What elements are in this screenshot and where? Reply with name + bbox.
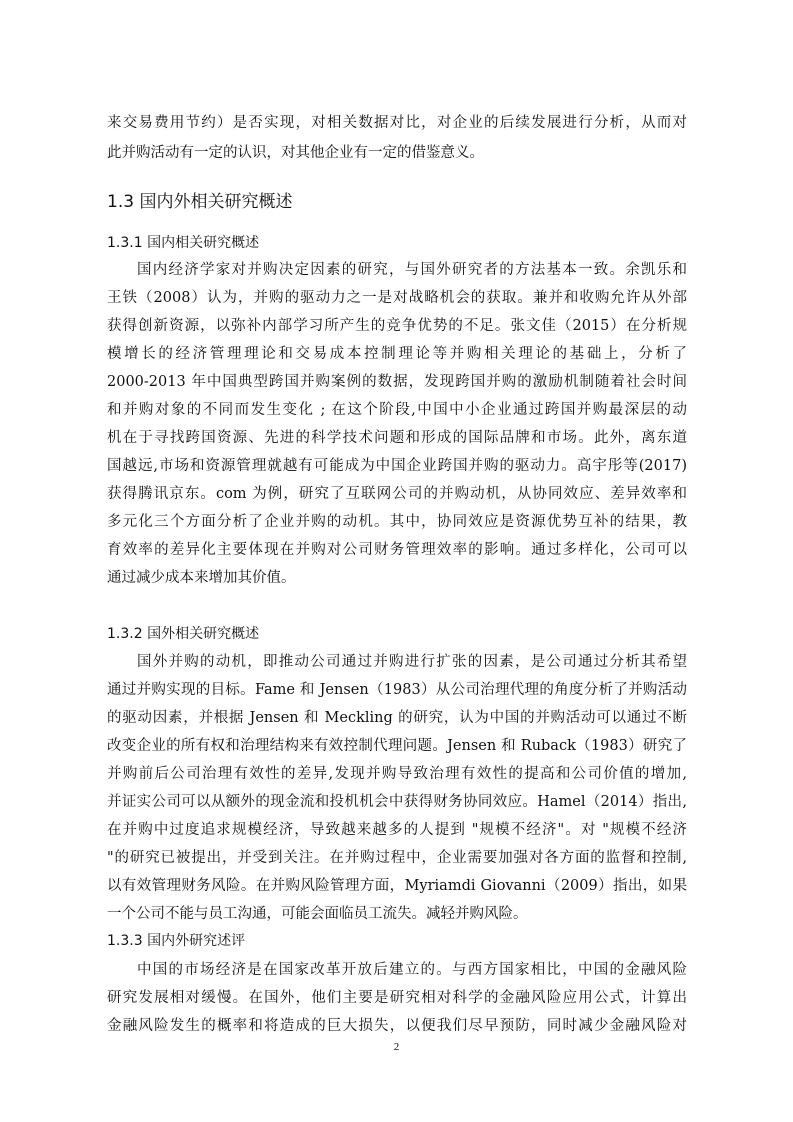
paragraph-line: 和并购对象的不同而发生变化 ; 在这个阶段,中国中小企业通过跨国并购最深层的动 bbox=[107, 402, 687, 418]
intro-line-2: 此并购活动有一定的认识，对其他企业有一定的借鉴意义。 bbox=[107, 145, 484, 161]
paragraph-line: 模增长的经济管理理论和交易成本控制理论等并购相关理论的基础上，分析了 bbox=[107, 346, 687, 362]
paragraph-line: 国内经济学家对并购决定因素的研究，与国外研究者的方法基本一致。余凯乐和 bbox=[137, 262, 687, 278]
paragraph-line: 获得创新资源，以弥补内部学习所产生的竞争优势的不足。张文佳（2015）在分析规 bbox=[107, 318, 687, 334]
paragraph-line: 的驱动因素，并根据 Jensen 和 Meckling 的研究，认为中国的并购活动可以通过不断 bbox=[107, 710, 687, 726]
paragraph-line: 获得腾讯京东。com 为例，研究了互联网公司的并购动机，从协同效应、差异效率和 bbox=[107, 486, 687, 502]
section-title: 1.3 国内外相关研究概述 bbox=[107, 192, 293, 212]
paragraph-line: 机在于寻找跨国资源、先进的科学技术问题和形成的国际品牌和市场。此外，离东道 bbox=[107, 430, 687, 446]
paragraph-line: 并购前后公司治理有效性的差异,发现并购导致治理有效性的提高和公司价值的增加, bbox=[107, 766, 687, 782]
subsection-title-1-3-3: 1.3.3 国内外研究述评 bbox=[107, 933, 246, 949]
paragraph-line: 通过并购实现的目标。Fame 和 Jensen（1983）从公司治理代理的角度分析了并购活动 bbox=[107, 682, 687, 698]
paragraph-line: 国外并购的动机，即推动公司通过并购进行扩张的因素，是公司通过分析其希望 bbox=[137, 654, 687, 670]
paragraph-line: 改变企业的所有权和治理结构来有效控制代理问题。Jensen 和 Ruback（1983）研究了 bbox=[107, 738, 687, 754]
paragraph-line: 并证实公司可以从额外的现金流和投机机会中获得财务协同效应。Hamel（2014）指出, bbox=[107, 794, 687, 810]
intro-line-1: 来交易费用节约）是否实现，对相关数据对比，对企业的后续发展进行分析，从而对 bbox=[107, 115, 687, 131]
paragraph-line: 研究发展相对缓慢。在国外，他们主要是研究相对科学的金融风险应用公式，计算出 bbox=[107, 990, 687, 1006]
paragraph-line: 2000-2013 年中国典型跨国并购案例的数据，发现跨国并购的激励机制随着社会时间 bbox=[107, 374, 687, 390]
subsection-title-1-3-1: 1.3.1 国内相关研究概述 bbox=[107, 235, 260, 251]
paragraph-line: 金融风险发生的概率和将造成的巨大损失，以便我们尽早预防，同时减少金融风险对 bbox=[107, 1018, 687, 1034]
paragraph-line: 通过减少成本来增加其价值。 bbox=[107, 570, 296, 586]
page-number: 2 bbox=[393, 1041, 400, 1053]
paragraph-line: 以有效管理财务风险。在并购风险管理方面，Myriamdi Giovanni（2009）指出，如果 bbox=[107, 878, 687, 894]
paragraph-line: 一个公司不能与员工沟通，可能会面临员工流失。减轻并购风险。 bbox=[107, 906, 528, 922]
paragraph-line: 在并购中过度追求规模经济，导致越来越多的人提到 "规模不经济"。对 "规模不经济 bbox=[107, 822, 687, 838]
subsection-title-1-3-2: 1.3.2 国外相关研究概述 bbox=[107, 626, 260, 642]
paragraph-line: 国越远,市场和资源管理就越有可能成为中国企业跨国并购的驱动力。高宇彤等(2017) bbox=[107, 458, 687, 474]
paragraph-line: 中国的市场经济是在国家改革开放后建立的。与西方国家相比，中国的金融风险 bbox=[137, 962, 687, 978]
paragraph-line: 育效率的差异化主要体现在并购对公司财务管理效率的影响。通过多样化，公司可以 bbox=[107, 542, 687, 558]
paragraph-line: 王铁（2008）认为，并购的驱动力之一是对战略机会的获取。兼并和收购允许从外部 bbox=[107, 290, 687, 306]
paragraph-line: 多元化三个方面分析了企业并购的动机。其中，协同效应是资源优势互补的结果，教 bbox=[107, 514, 687, 530]
paragraph-line: "的研究已被提出，并受到关注。在并购过程中，企业需要加强对各方面的监督和控制, bbox=[107, 850, 687, 866]
